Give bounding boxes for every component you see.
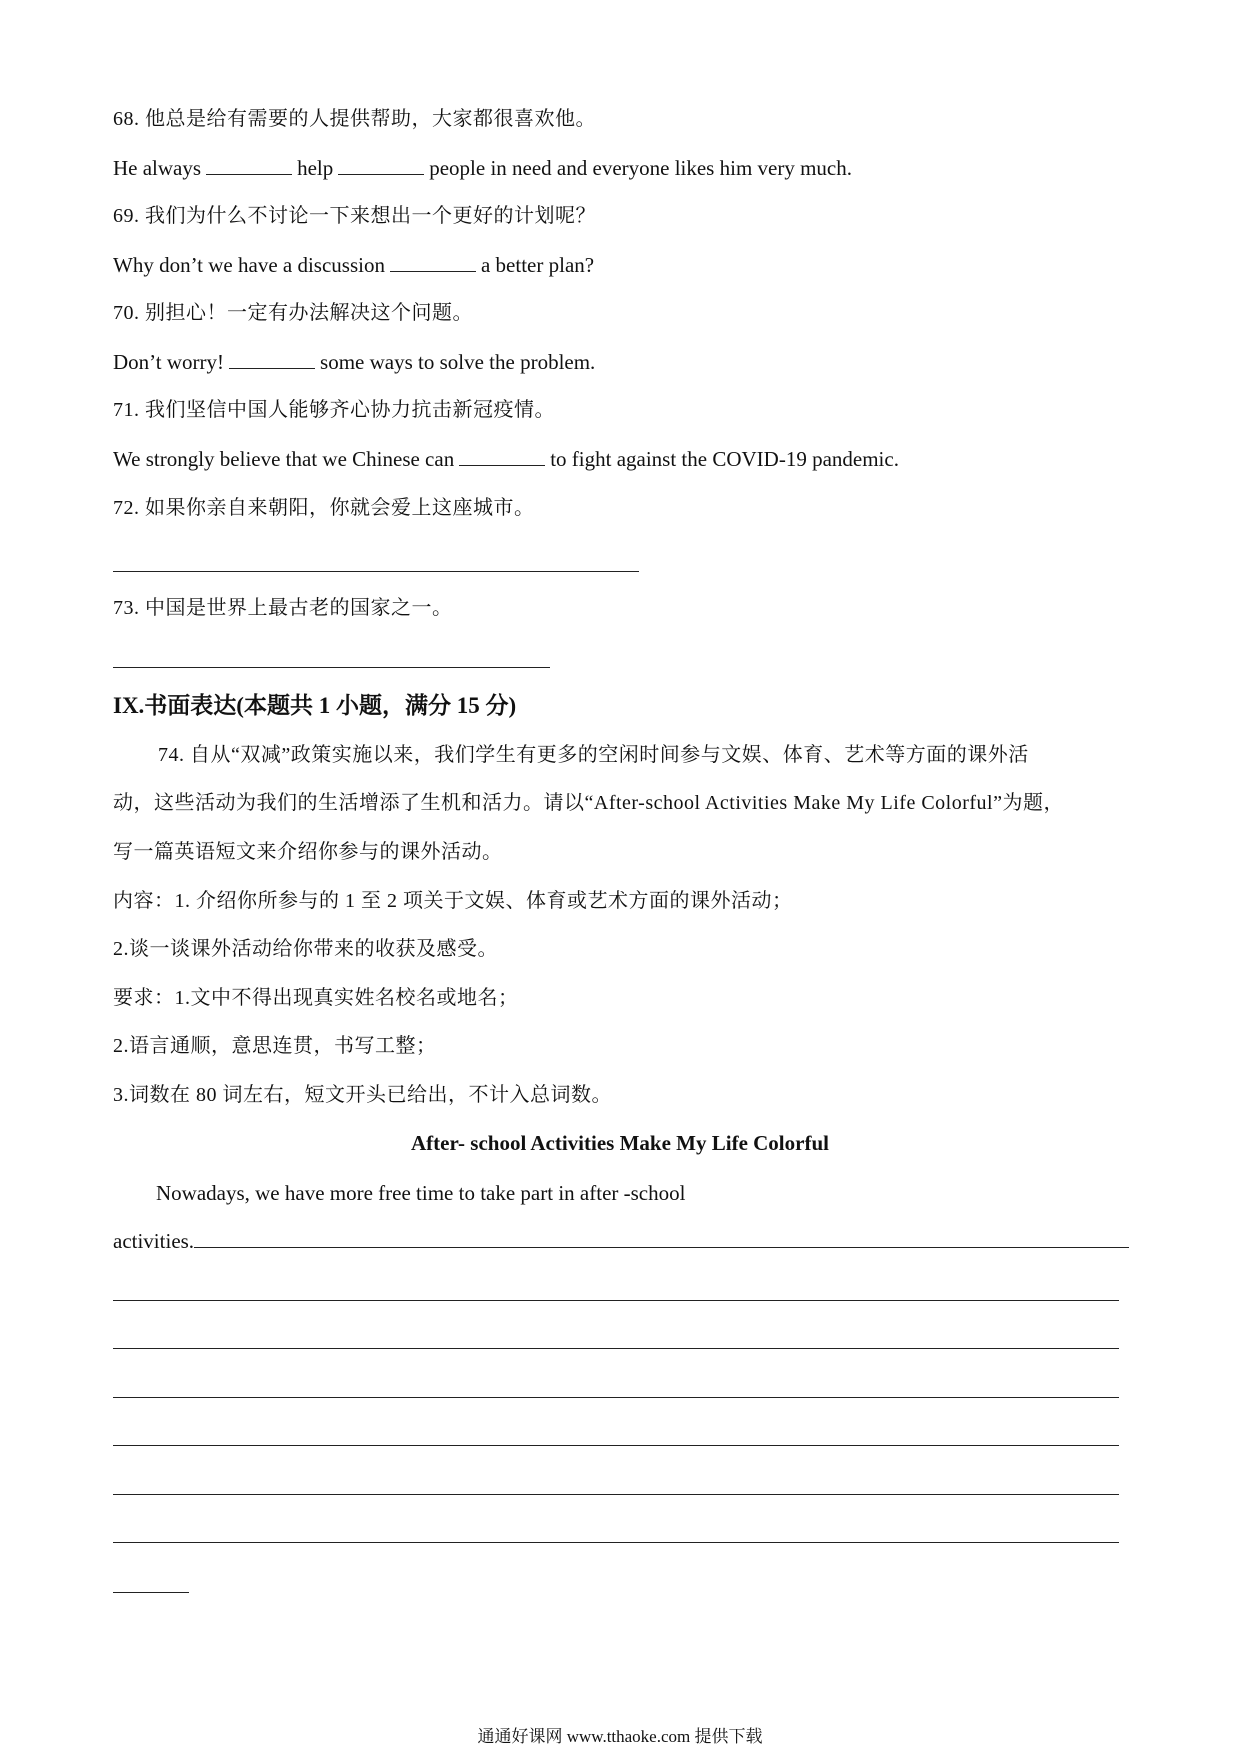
q71-text-b: to fight against the COVID-19 pandemic. — [550, 447, 899, 471]
essay-activities-text: activities. — [113, 1229, 195, 1253]
q70-blank-1[interactable] — [229, 350, 315, 369]
q71-blank-1[interactable] — [459, 447, 545, 466]
prompt-line-3: 写一篇英语短文来介绍你参与的课外活动。 — [113, 841, 503, 863]
q68-blank-2[interactable] — [338, 156, 424, 175]
q68-english — [113, 155, 852, 181]
q70-chinese: 70. 别担心！一定有办法解决这个问题。 — [113, 302, 473, 324]
q69-english — [113, 252, 594, 278]
writing-line-4[interactable] — [113, 1397, 1119, 1398]
q72-answer-line[interactable] — [113, 571, 639, 572]
requirement-item-1: 要求：1.文中不得出现真实姓名校名或地名； — [113, 987, 519, 1009]
requirement-item-3: 3.词数在 80 词左右，短文开头已给出，不计入总词数。 — [113, 1084, 612, 1106]
content-item-1: 内容：1. 介绍你所参与的 1 至 2 项关于文娱、体育或艺术方面的课外活动； — [113, 890, 793, 912]
prompt-line-2: 动，这些活动为我们的生活增添了生机和活力。请以“After-school Activities Make My Life Colorful”为题， — [113, 792, 1064, 814]
q68-text-c: people in need and everyone likes him very much. — [429, 156, 852, 180]
page-footer: 通通好课网 www.tthaoke.com 提供下载 — [477, 1727, 763, 1746]
q70-text-b: some ways to solve the problem. — [320, 350, 596, 374]
q69-text-b: a better plan? — [480, 253, 595, 277]
q69-chinese: 69. 我们为什么不讨论一下来想出一个更好的计划呢？ — [113, 205, 596, 227]
q68-blank-1[interactable] — [206, 156, 292, 175]
writing-line-6[interactable] — [113, 1494, 1119, 1495]
q70-text-a: Don’t worry! — [113, 350, 225, 374]
q69-blank-1[interactable] — [390, 253, 476, 272]
q70-english — [113, 349, 595, 375]
section-title: IX.书面表达(本题共 1 小题，满分 15 分) — [113, 693, 517, 718]
q71-chinese: 71. 我们坚信中国人能够齐心协力抗击新冠疫情。 — [113, 399, 555, 421]
q69-text-a: Why don’t we have a discussion — [113, 253, 385, 277]
q71-english — [113, 446, 899, 472]
writing-line-7[interactable] — [113, 1542, 1119, 1543]
q71-text-a: We strongly believe that we Chinese can — [113, 447, 455, 471]
prompt-line-1: 74. 自从“双减”政策实施以来，我们学生有更多的空闲时间参与文娱、体育、艺术等方面的课外活 — [158, 744, 1029, 766]
essay-title: After- school Activities Make My Life Colorful — [411, 1131, 829, 1155]
writing-line-2[interactable] — [113, 1300, 1119, 1301]
essay-activities-line — [113, 1228, 1129, 1254]
requirement-item-2: 2.语言通顺，意思连贯，书写工整； — [113, 1035, 437, 1057]
essay-opening: Nowadays, we have more free time to take part in after -school — [156, 1181, 686, 1205]
writing-line-1[interactable] — [194, 1229, 1129, 1248]
q68-text-a: He always — [113, 156, 202, 180]
q73-chinese: 73. 中国是世界上最古老的国家之一。 — [113, 597, 453, 619]
q73-answer-line[interactable] — [113, 667, 550, 668]
q68-text-b: help — [297, 156, 334, 180]
q72-chinese: 72. 如果你亲自来朝阳，你就会爱上这座城市。 — [113, 497, 535, 519]
writing-line-3[interactable] — [113, 1348, 1119, 1349]
writing-line-5[interactable] — [113, 1445, 1119, 1446]
q68-chinese: 68. 他总是给有需要的人提供帮助，大家都很喜欢他。 — [113, 108, 596, 130]
content-item-2: 2.谈一谈课外活动给你带来的收获及感受。 — [113, 938, 498, 960]
writing-line-end[interactable] — [113, 1592, 189, 1593]
